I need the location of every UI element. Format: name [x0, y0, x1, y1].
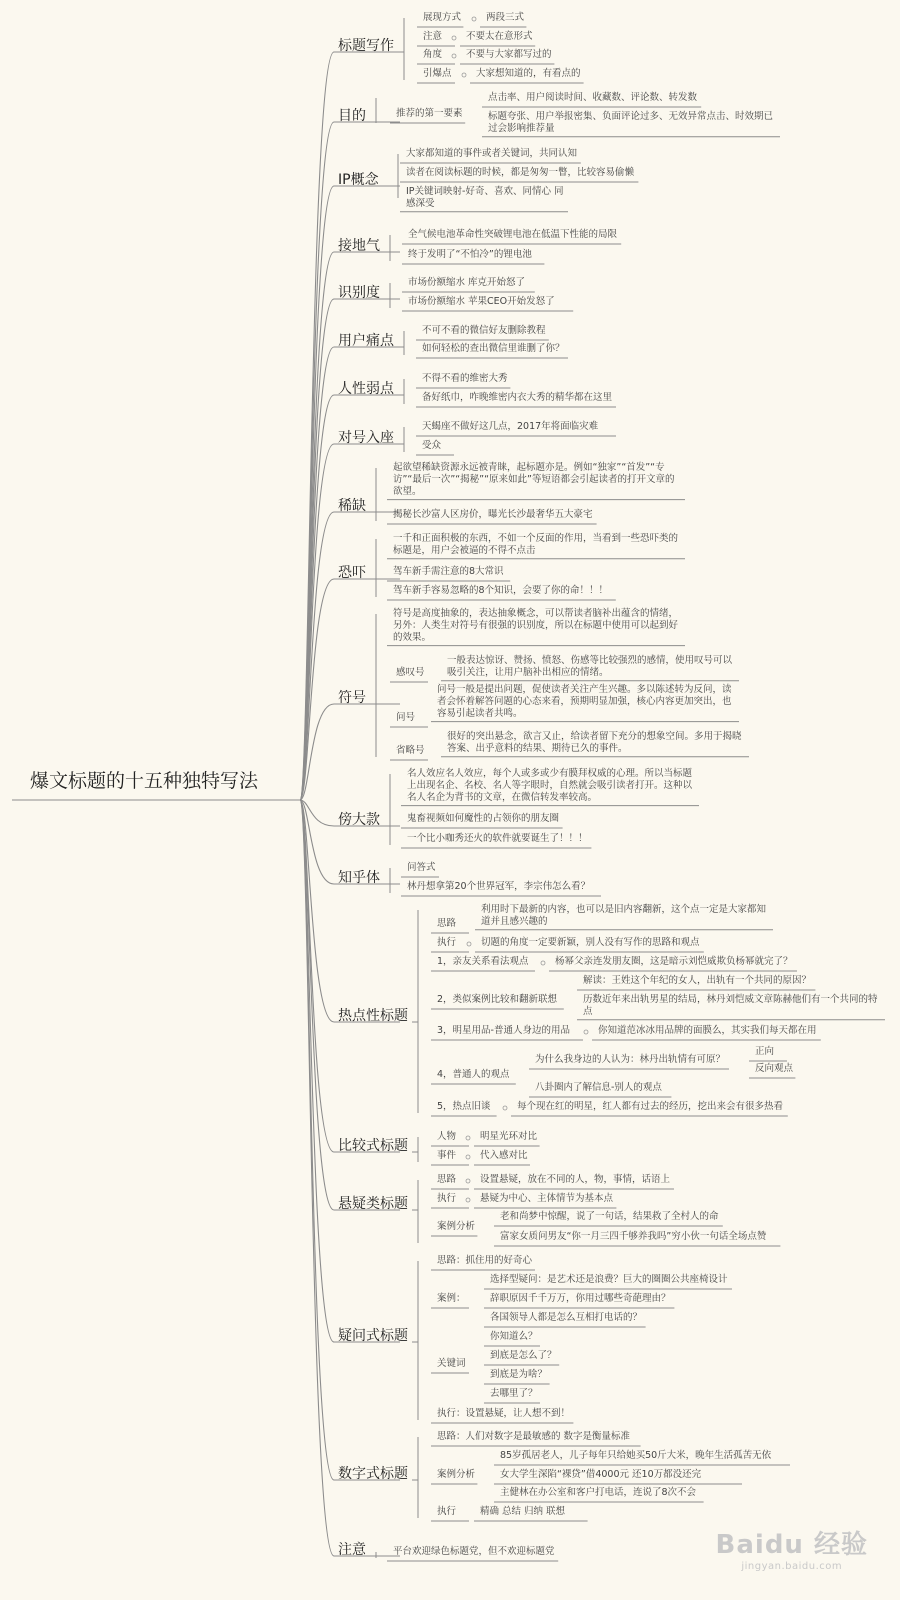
branch-18-node-5: 主健林在办公室和客户打电话，连说了8次不会 — [500, 1487, 697, 1498]
branch-1-node-1: 展现方式 — [423, 12, 462, 23]
branch-1-node-8: 大家想知道的，有看点的 — [476, 68, 581, 79]
branch-15-node-2: 明星光环对比 — [480, 1131, 538, 1142]
branch-14-node-17: 5，热点旧谈 — [437, 1101, 491, 1112]
branch-13-node-2: 林丹想拿第20个世界冠军，李宗伟怎么看？ — [407, 881, 591, 892]
branch-3-node-3: IP关键词映射-好奇、喜欢、同情心 同感深受 — [406, 186, 564, 209]
branch-15-node-4: 代入感对比 — [480, 1150, 528, 1161]
branch-17-node-5: 各国领导人都是怎么互相打电话的？ — [490, 1312, 643, 1323]
branch-18-node-4: 女大学生深陷“裸贷”借4000元 还10万都没还完 — [500, 1469, 702, 1480]
branch-2-node-3: 标题夸张、用户举报密集、负面评论过多、无效异常点击、时效期已过会影响推荐量 — [488, 111, 774, 134]
branch-14-node-12: 4，普通人的观点 — [437, 1069, 510, 1080]
category-13: 知乎体 — [338, 870, 380, 886]
branch-14-node-4: 切题的角度一定要新颖，别人没有写作的思路和观点 — [481, 937, 700, 948]
branch-16-node-5: 案例分析 — [437, 1221, 476, 1232]
branch-14-node-1: 思路 — [437, 918, 457, 929]
branch-6-node-2: 如何轻松的查出微信里谁删了你？ — [422, 343, 565, 354]
category-4: 接地气 — [338, 238, 380, 254]
branch-18-node-6: 执行 — [437, 1506, 457, 1517]
branch-14-node-14: 正向 — [755, 1046, 775, 1057]
branch-15-node-1: 人物 — [437, 1131, 457, 1142]
branch-17-node-6: 关键词 — [437, 1358, 466, 1369]
branch-14-node-18: 每个现在红的明星，红人都有过去的经历，挖出来会有很多热看 — [517, 1101, 784, 1112]
branch-1-node-7: 引爆点 — [423, 68, 452, 79]
branch-14-node-10: 3，明星用品-普通人身边的用品 — [437, 1025, 570, 1036]
branch-14-node-9: 历数近年来出轨男星的结局，林丹刘恺威文章陈赫他们有一个共同的特点 — [583, 994, 878, 1017]
branch-2-node-2: 点击率、用户阅读时间、收藏数、评论数、转发数 — [488, 92, 698, 103]
category-8: 对号入座 — [338, 430, 394, 446]
branch-17-node-1: 思路：抓住用的好奇心 — [437, 1255, 533, 1266]
category-15: 比较式标题 — [338, 1138, 408, 1154]
category-10: 恐吓 — [338, 565, 366, 581]
branch-12-node-3: 一个比小咖秀还火的软件就要诞生了！！！ — [407, 833, 588, 844]
branch-18-node-3: 85岁孤居老人，儿子每年只给她买50斤大米，晚年生活孤苦无依 — [500, 1450, 772, 1461]
branch-1-node-4: 不要太在意形式 — [466, 31, 533, 42]
branch-16-node-2: 设置悬疑，放在不同的人，物，事情，话语上 — [480, 1174, 671, 1185]
branch-7-node-1: 不得不看的维密大秀 — [422, 373, 508, 384]
branch-14-node-5: 1，亲友关系看法观点 — [437, 956, 529, 967]
branch-6-node-1: 不可不看的微信好友删除教程 — [422, 325, 546, 336]
branch-7-node-2: 备好纸巾，咋晚维密内衣大秀的精华都在这里 — [422, 392, 613, 403]
branch-1-node-3: 注意 — [423, 31, 443, 42]
branch-14-node-6: 杨幂父亲连发朋友圈，这是暗示刘恺威欺负杨幂就完了？ — [555, 956, 793, 967]
branch-5-node-2: 市场份额缩水 苹果CEO开始发怒了 — [408, 296, 555, 307]
branch-17-node-10: 去哪里了？ — [490, 1388, 538, 1399]
branch-5-node-1: 市场份额缩水 库克开始怒了 — [408, 277, 526, 288]
branch-8-node-2: 受众 — [422, 440, 442, 451]
baidu-jingyan-watermark: Baidu 经验 jingyan.baidu.com — [715, 1530, 868, 1572]
branch-17-node-3: 选择型疑问：是艺术还是浪费？巨大的圈圈公共座椅设计 — [490, 1274, 728, 1285]
branch-17-node-9: 到底是为啥？ — [490, 1369, 548, 1380]
branch-10-node-1: 一千和正面积极的东西，不如一个反面的作用，当看到一些恐吓类的标题是，用户会被逼的不得不点击 — [393, 533, 679, 556]
branch-16-node-1: 思路 — [437, 1174, 457, 1185]
branch-14-node-3: 执行 — [437, 937, 457, 948]
branch-8-node-1: 天蝎座不做好这几点，2017年将面临灾难 — [422, 421, 599, 432]
branch-16-node-7: 富家女质问男友“你一月三四千够养我吗”穷小伙一句话全场点赞 — [500, 1231, 767, 1242]
branch-17-node-4: 辞职原因千千万万，你用过哪些奇葩理由？ — [490, 1293, 671, 1304]
branch-4-node-1: 全气候电池革命性突破锂电池在低温下性能的局限 — [408, 229, 618, 240]
branch-3-node-1: 大家都知道的事件或者关键词，共同认知 — [406, 148, 578, 159]
branch-11-node-5: 问号一般是提出问题，促使读者关注产生兴趣。多以陈述转为反问，读者会怀着解答问题的心态来看，预期明显加强，核心内容更加突出，也容易引起读者共鸣。 — [437, 684, 732, 719]
category-6: 用户痛点 — [338, 333, 394, 349]
branch-11-node-4: 问号 — [396, 712, 416, 723]
root-topic: 爆文标题的十五种独特写法 — [30, 770, 259, 792]
branch-14-node-11: 你知道范冰冰用品牌的面膜么，其实我们每天都在用 — [598, 1025, 817, 1036]
branch-3-node-2: 读者在阅读标题的时候，都是匆匆一瞥，比较容易偷懒 — [406, 167, 635, 178]
branch-18-node-2: 案例分析 — [437, 1469, 476, 1480]
branch-14-node-15: 反向观点 — [755, 1063, 794, 1074]
category-14: 热点性标题 — [338, 1008, 408, 1024]
category-19: 注意 — [338, 1542, 366, 1558]
branch-11-node-3: 一般表达惊讶、赞扬、愤怒、伤感等比较强烈的感情，使用叹号可以吸引关注，让用户脑补出相应的情绪。 — [447, 655, 733, 678]
branch-14-node-13: 为什么我身边的人认为：林丹出轨情有可原？ — [535, 1054, 726, 1065]
category-5: 识别度 — [338, 285, 380, 301]
branch-18-node-7: 精确 总结 归纳 联想 — [480, 1506, 566, 1517]
category-11: 符号 — [338, 690, 366, 706]
branch-11-node-7: 很好的突出悬念，欲言又止，给读者留下充分的想象空间。多用于揭晓答案、出乎意料的结果、期待已久的事件。 — [447, 731, 742, 754]
category-17: 疑问式标题 — [338, 1328, 408, 1344]
branch-16-node-4: 悬疑为中心、主体情节为基本点 — [480, 1193, 614, 1204]
branch-11-node-2: 感叹号 — [396, 667, 425, 678]
category-3: IP概念 — [338, 172, 379, 188]
branch-1-node-2: 两段三式 — [486, 12, 525, 23]
branch-9-node-2: 揭秘长沙富人区房价，曝光长沙最奢华五大豪宅 — [393, 509, 593, 520]
branch-4-node-2: 终于发明了“不怕冷”的锂电池 — [408, 249, 532, 260]
category-18: 数字式标题 — [338, 1466, 408, 1482]
branch-19-node-1: 平台欢迎绿色标题党，但不欢迎标题党 — [393, 1546, 555, 1557]
branch-10-node-2: 驾车新手需注意的8大常识 — [393, 566, 504, 577]
branch-17-node-2: 案例： — [437, 1293, 466, 1304]
category-1: 标题写作 — [338, 38, 394, 54]
category-16: 悬疑类标题 — [338, 1196, 408, 1212]
branch-11-node-1: 符号是高度抽象的，表达抽象概念，可以帮读者脑补出蕴含的情绪，另外：人类生对符号有很强的识别度，所以在标题中使用可以起到好的效果。 — [393, 608, 679, 643]
branch-16-node-6: 老和尚梦中惊醒，说了一句话，结果救了全村人的命 — [500, 1211, 719, 1222]
branch-12-node-2: 鬼畜视频如何魔性的占领你的朋友圈 — [407, 813, 560, 824]
branch-16-node-3: 执行 — [437, 1193, 457, 1204]
branch-11-node-6: 省略号 — [396, 745, 425, 756]
branch-14-node-7: 2，类似案例比较和翻新联想 — [437, 994, 558, 1005]
branch-14-node-16: 八卦圈内了解信息-别人的观点 — [535, 1082, 662, 1093]
category-9: 稀缺 — [338, 498, 366, 514]
branch-17-node-7: 你知道么？ — [490, 1331, 538, 1342]
branch-9-node-1: 起欲望稀缺资源永远被青睐，起标题亦是。例如“独家”“首发”“专访”“最后一次”“揭秘”“原来如此”等短语都会引起读者的打开文章的欲望。 — [393, 462, 675, 497]
branch-17-node-8: 到底是怎么了？ — [490, 1350, 557, 1361]
branch-14-node-8: 解读：王姓这个年纪的女人，出轨有一个共同的原因？ — [583, 975, 812, 986]
branch-10-node-3: 驾车新手容易忽略的8个知识，会要了你的命！！！ — [393, 585, 609, 596]
branch-12-node-1: 名人效应名人效应，每个人或多或少有膜拜权威的心理。所以当标题上出现名企、名校、名人等字眼时，自然就会吸引读者打开。这种以名人名企为背书的文章，在微信转发率较高。 — [407, 768, 693, 803]
branch-1-node-6: 不要与大家都写过的 — [466, 49, 552, 60]
branch-17-node-11: 执行：设置悬疑，让人想不到！ — [437, 1408, 571, 1419]
category-7: 人性弱点 — [338, 381, 394, 397]
branch-1-node-5: 角度 — [423, 49, 443, 60]
branch-15-node-3: 事件 — [437, 1150, 457, 1161]
branch-2-node-1: 推荐的第一要素 — [396, 108, 463, 119]
branch-18-node-1: 思路：人们对数字是最敏感的 数字是衡量标准 — [437, 1431, 631, 1442]
branch-13-node-1: 问答式 — [407, 862, 436, 873]
category-12: 傍大款 — [338, 812, 380, 828]
branch-14-node-2: 利用时下最新的内容，也可以是旧内容翻新，这个点一定是大家都知道并且感兴趣的 — [481, 904, 767, 927]
category-2: 目的 — [338, 108, 366, 124]
